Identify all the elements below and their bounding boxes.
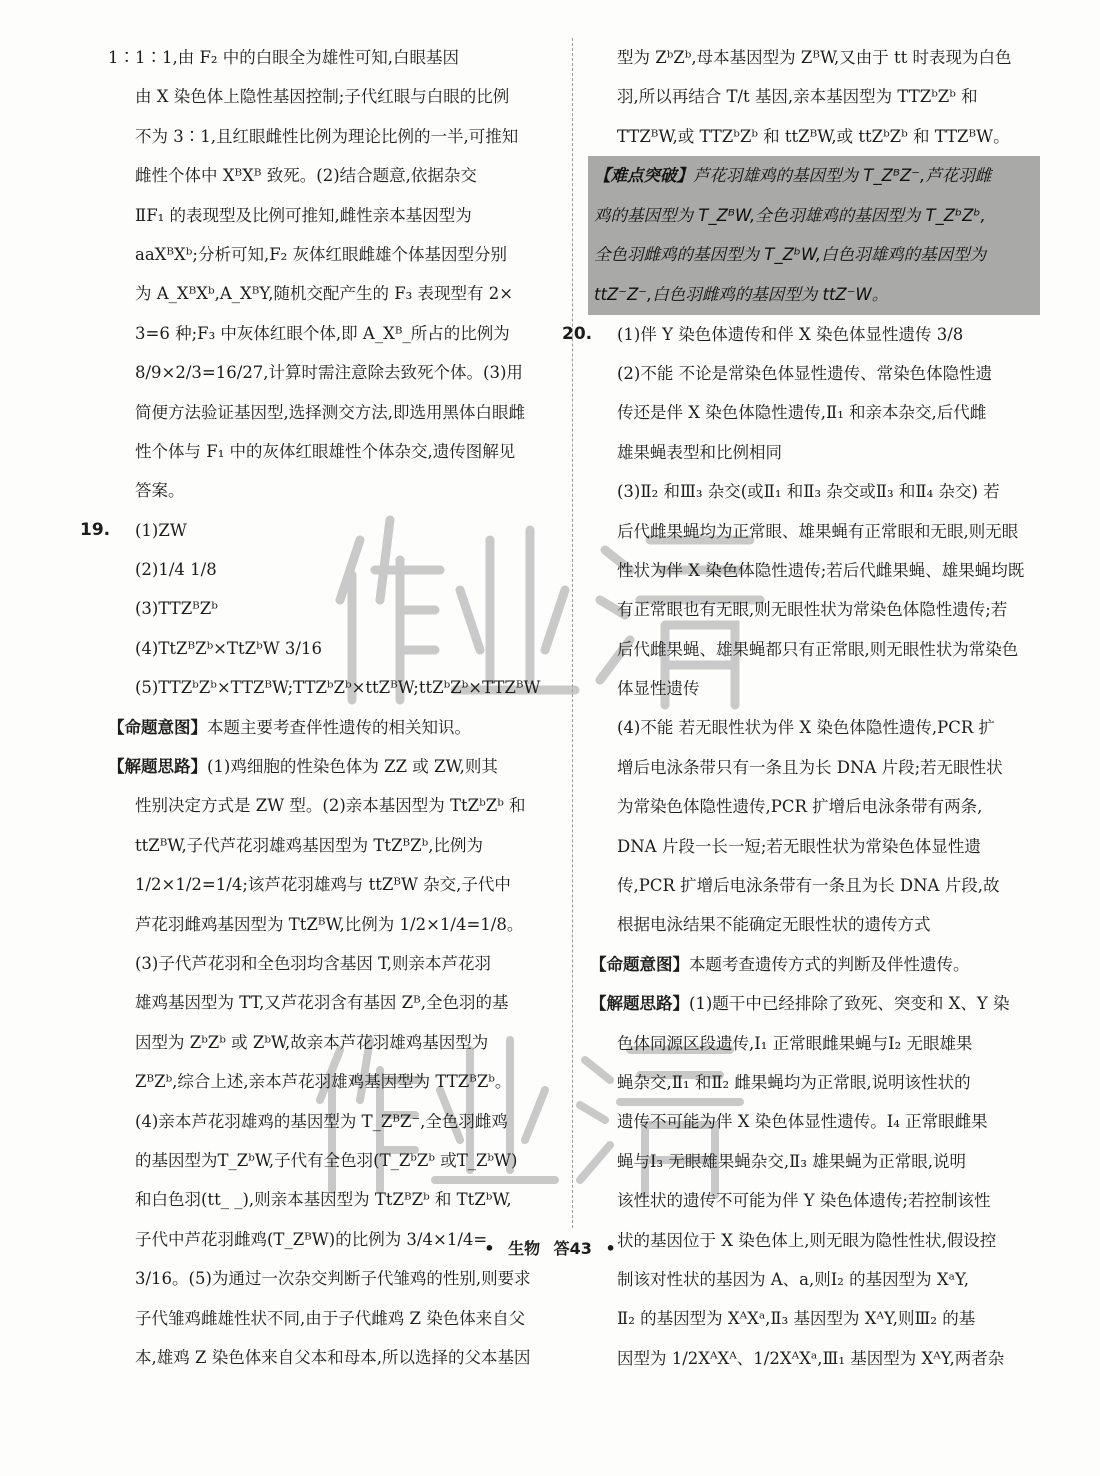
text-line: 答案。 bbox=[135, 481, 185, 501]
text-line: 8/9×2/3=16/27,计算时需注意除去致死个体。(3)用 bbox=[135, 363, 523, 383]
text-line: 由 X 染色体上隐性基因控制;子代红眼与白眼的比例 bbox=[135, 87, 510, 107]
text-line: 简便方法验证基因型,选择测交方法,即选用黑体白眼雌 bbox=[135, 402, 525, 422]
text-line: 本题主要考查伴性遗传的相关知识。 bbox=[207, 717, 471, 737]
text-line: 蝇与Ⅰ₃ 无眼雄果蝇杂交,Ⅱ₃ 雄果蝇为正常眼,说明 bbox=[617, 1151, 966, 1171]
text-line: 全色羽雌鸡的基因型为 T_ZᵇW,白色羽雄鸡的基因型为 bbox=[594, 245, 987, 265]
text-line: aaXᴮXᵇ;分析可知,F₂ 灰体红眼雌雄个体基因型分别 bbox=[135, 244, 508, 264]
text-line: (1)ZW bbox=[135, 520, 187, 540]
text-line: ttZ⁻Z⁻,白色羽雌鸡的基因型为 ttZ⁻W。 bbox=[594, 284, 889, 304]
text-line: 体显性遗传 bbox=[617, 679, 700, 699]
text-line: 型为 ZᵇZᵇ,母本基因型为 ZᴮW,又由于 tt 时表现为白色 bbox=[617, 48, 1012, 67]
text-line: (5)TTZᵇZᵇ×TTZᴮW;TTZᵇZᵇ×ttZᴮW;ttZᵇZᵇ×TTZᴮW bbox=[135, 678, 541, 698]
text-line: ⅡF₁ 的表现型及比例可推知,雌性亲本基因型为 bbox=[135, 205, 472, 225]
text-line: (1)鸡细胞的性染色体为 ZZ 或 ZW,则其 bbox=[207, 757, 498, 777]
text-line: 芦花羽雄鸡的基因型为 T_ZᴮZ⁻,芦花羽雌 bbox=[693, 166, 992, 186]
text-line: Ⅱ₂ 的基因型为 XᴬXᵃ,Ⅱ₃ 基因型为 XᴬY,则Ⅲ₂ 的基 bbox=[617, 1309, 976, 1329]
text-line: 为常染色体隐性遗传,PCR 扩增后电泳条带有两条, bbox=[617, 797, 983, 817]
tag-difficult: 【难点突破】 bbox=[594, 166, 693, 186]
text-line: (3)子代芦花羽和全色羽均含基因 T,则亲本芦花羽 bbox=[135, 953, 491, 973]
text-line: 因型为 1/2XᴬXᴬ、1/2XᴬXᵃ,Ⅲ₁ 基因型为 XᴬY,两者杂 bbox=[617, 1348, 1005, 1368]
text-line: 状的基因位于 X 染色体上,则无眼为隐性性状,假设控 bbox=[617, 1230, 997, 1250]
text-line: 雌性个体中 XᴮXᴮ 致死。(2)结合题意,依据杂交 bbox=[135, 166, 477, 186]
question-number: 19. bbox=[80, 519, 111, 540]
left-column bbox=[80, 38, 560, 1377]
text-line: (4)亲本芦花羽雄鸡的基因型为 T_ZᴮZ⁻,全色羽雌鸡 bbox=[135, 1111, 508, 1131]
footer-dot-left: • bbox=[484, 1239, 495, 1258]
tag-solution: 【解题思路】 bbox=[108, 757, 207, 777]
intent-line bbox=[590, 945, 1040, 984]
text-line: 增后电泳条带只有一条且为长 DNA 片段;若无眼性状 bbox=[617, 757, 1003, 777]
text-line: 传还是伴 X 染色体隐性遗传,Ⅱ₁ 和亲本杂交,后代雌 bbox=[617, 403, 987, 423]
text-line: (3)TTZᴮZᵇ bbox=[135, 599, 218, 619]
text-line: 雄果蝇表型和比例相同 bbox=[617, 442, 782, 462]
question-20-answer-1 bbox=[562, 315, 1040, 354]
text-line: (4)不能 若无眼性状为伴 X 染色体隐性遗传,PCR 扩 bbox=[617, 718, 995, 738]
text-line: 本题考查遗传方式的判断及伴性遗传。 bbox=[689, 954, 970, 974]
text-line: (2)不能 不论是常染色体显性遗传、常染色体隐性遗 bbox=[617, 363, 993, 383]
tag-intent: 【命题意图】 bbox=[108, 717, 207, 737]
column-divider bbox=[572, 38, 573, 1228]
solution-line bbox=[590, 984, 1040, 1023]
text-line: 制该对性状的基因为 A、a,则Ⅰ₂ 的基因型为 XᵃY, bbox=[617, 1269, 969, 1289]
text-line: 后代雌果蝇、雄果蝇都只有正常眼,则无眼性状为常染色 bbox=[617, 639, 1019, 659]
text-line: 遗传不可能为伴 X 染色体显性遗传。Ⅰ₄ 正常眼雌果 bbox=[617, 1112, 988, 1132]
text-line: (1)题干中已经排除了致死、突变和 X、Y 染 bbox=[689, 994, 1010, 1014]
text-line: 蝇杂交,Ⅱ₁ 和Ⅱ₂ 雌果蝇均为正常眼,说明该性状的 bbox=[617, 1072, 971, 1092]
question-number: 20. bbox=[562, 323, 593, 344]
footer-subject: 生物 bbox=[508, 1239, 541, 1258]
text-line: ttZᴮW,子代芦花羽雄鸡基因型为 TtZᴮZᵇ,比例为 bbox=[135, 835, 483, 855]
text-line: 因型为 ZᵇZᵇ 或 ZᵇW,故亲本芦花羽雄鸡基因型为 bbox=[135, 1032, 489, 1052]
text-line: 鸡的基因型为 T_ZᴮW,全色羽雄鸡的基因型为 T_ZᵇZᵇ, bbox=[594, 205, 986, 225]
text-line: 的基因型为T_ZᵇW,子代有全色羽(T_ZᵇZᵇ 或T_ZᵇW) bbox=[135, 1150, 518, 1170]
intent-line bbox=[108, 708, 560, 747]
text-line: 该性状的遗传不可能为伴 Y 染色体遗传;若控制该性 bbox=[617, 1191, 991, 1211]
text-line: 1∶1∶1,由 F₂ 中的白眼全为雄性可知,白眼基因 bbox=[108, 48, 460, 67]
text-line: 芦花羽雌鸡基因型为 TtZᴮW,比例为 1/2×1/4=1/8。 bbox=[135, 914, 524, 934]
text-line: 1/2×1/2=1/4;该芦花羽雄鸡与 ttZᴮW 杂交,子代中 bbox=[135, 875, 511, 895]
page-footer bbox=[0, 1236, 1100, 1259]
question-19-answer-1 bbox=[80, 511, 560, 550]
tag-intent: 【命题意图】 bbox=[590, 954, 689, 974]
text-line: 性状为伴 X 染色体隐性遗传;若后代雌果蝇、雄果蝇均既 bbox=[617, 560, 1025, 580]
text-line: 子代中芦花羽雌鸡(T_ZᴮW)的比例为 3/4×1/4= bbox=[135, 1229, 488, 1249]
text-line: 本,雄鸡 Z 染色体来自父本和母本,所以选择的父本基因 bbox=[135, 1347, 531, 1367]
text-line: 性个体与 F₁ 中的灰体红眼雄性个体杂交,遗传图解见 bbox=[135, 441, 516, 461]
solution-line bbox=[108, 747, 560, 786]
text-line: 子代雏鸡雌雄性状不同,由于子代雌鸡 Z 染色体来自父 bbox=[135, 1308, 526, 1328]
text-line: 3=6 种;F₃ 中灰体红眼个体,即 A_Xᴮ_所占的比例为 bbox=[135, 323, 510, 343]
footer-page-number: 答43 bbox=[553, 1239, 592, 1258]
text-line: 有正常眼也有无眼,则无眼性状为常染色体隐性遗传;若 bbox=[617, 600, 1008, 620]
text-line: 传,PCR 扩增后电泳条带有一条且为长 DNA 片段,故 bbox=[617, 876, 1000, 896]
text-line: 色体同源区段遗传,Ⅰ₁ 正常眼雌果蝇与Ⅰ₂ 无眼雄果 bbox=[617, 1033, 973, 1053]
text-line: 为 A_XᴮXᵇ,A_XᴮY,随机交配产生的 F₃ 表现型有 2× bbox=[135, 284, 514, 304]
text-line: 羽,所以再结合 T/t 基因,亲本基因型为 TTZᵇZᵇ 和 bbox=[617, 87, 978, 107]
text-line: DNA 片段一长一短;若无眼性状为常染色体显性遗 bbox=[617, 836, 981, 856]
footer-dot-right: • bbox=[605, 1239, 616, 1258]
text-line: 雄鸡基因型为 TT,又芦花羽含有基因 Zᴮ,全色羽的基 bbox=[135, 993, 509, 1013]
tag-solution: 【解题思路】 bbox=[590, 994, 689, 1014]
text-line: (3)Ⅱ₂ 和Ⅲ₃ 杂交(或Ⅱ₁ 和Ⅱ₃ 杂交或Ⅱ₃ 和Ⅱ₄ 杂交) 若 bbox=[617, 482, 1000, 502]
difficulty-breakthrough-box bbox=[588, 156, 1040, 314]
text-line: 不为 3∶1,且红眼雌性比例为理论比例的一半,可推知 bbox=[135, 126, 519, 146]
text-line: (2)1/4 1/8 bbox=[135, 560, 217, 580]
text-line: TTZᴮW,或 TTZᵇZᵇ 和 ttZᴮW,或 ttZᵇZᵇ 和 TTZᴮW。 bbox=[617, 126, 1010, 146]
text-line: 和白色羽(tt_ _),则亲本基因型为 TtZᴮZᵇ 和 TtZᵇW, bbox=[135, 1190, 512, 1210]
text-line: 3/16。(5)为通过一次杂交判断子代雏鸡的性别,则要求 bbox=[135, 1269, 531, 1289]
difficult-first-line bbox=[594, 156, 1036, 196]
text-line: 根据电泳结果不能确定无眼性状的遗传方式 bbox=[617, 915, 931, 935]
text-line: (1)伴 Y 染色体遗传和伴 X 染色体显性遗传 3/8 bbox=[617, 324, 964, 344]
text-line: (4)TtZᴮZᵇ×TtZᵇW 3/16 bbox=[135, 638, 322, 658]
text-line: 后代雌果蝇均为正常眼、雄果蝇有正常眼和无眼,则无眼 bbox=[617, 521, 1019, 541]
text-line: ZᴮZᵇ,综合上述,亲本芦花羽雄鸡基因型为 TTZᴮZᵇ。 bbox=[135, 1072, 512, 1092]
text-line: 性别决定方式是 ZW 型。(2)亲本基因型为 TtZᵇZᵇ 和 bbox=[135, 796, 526, 816]
